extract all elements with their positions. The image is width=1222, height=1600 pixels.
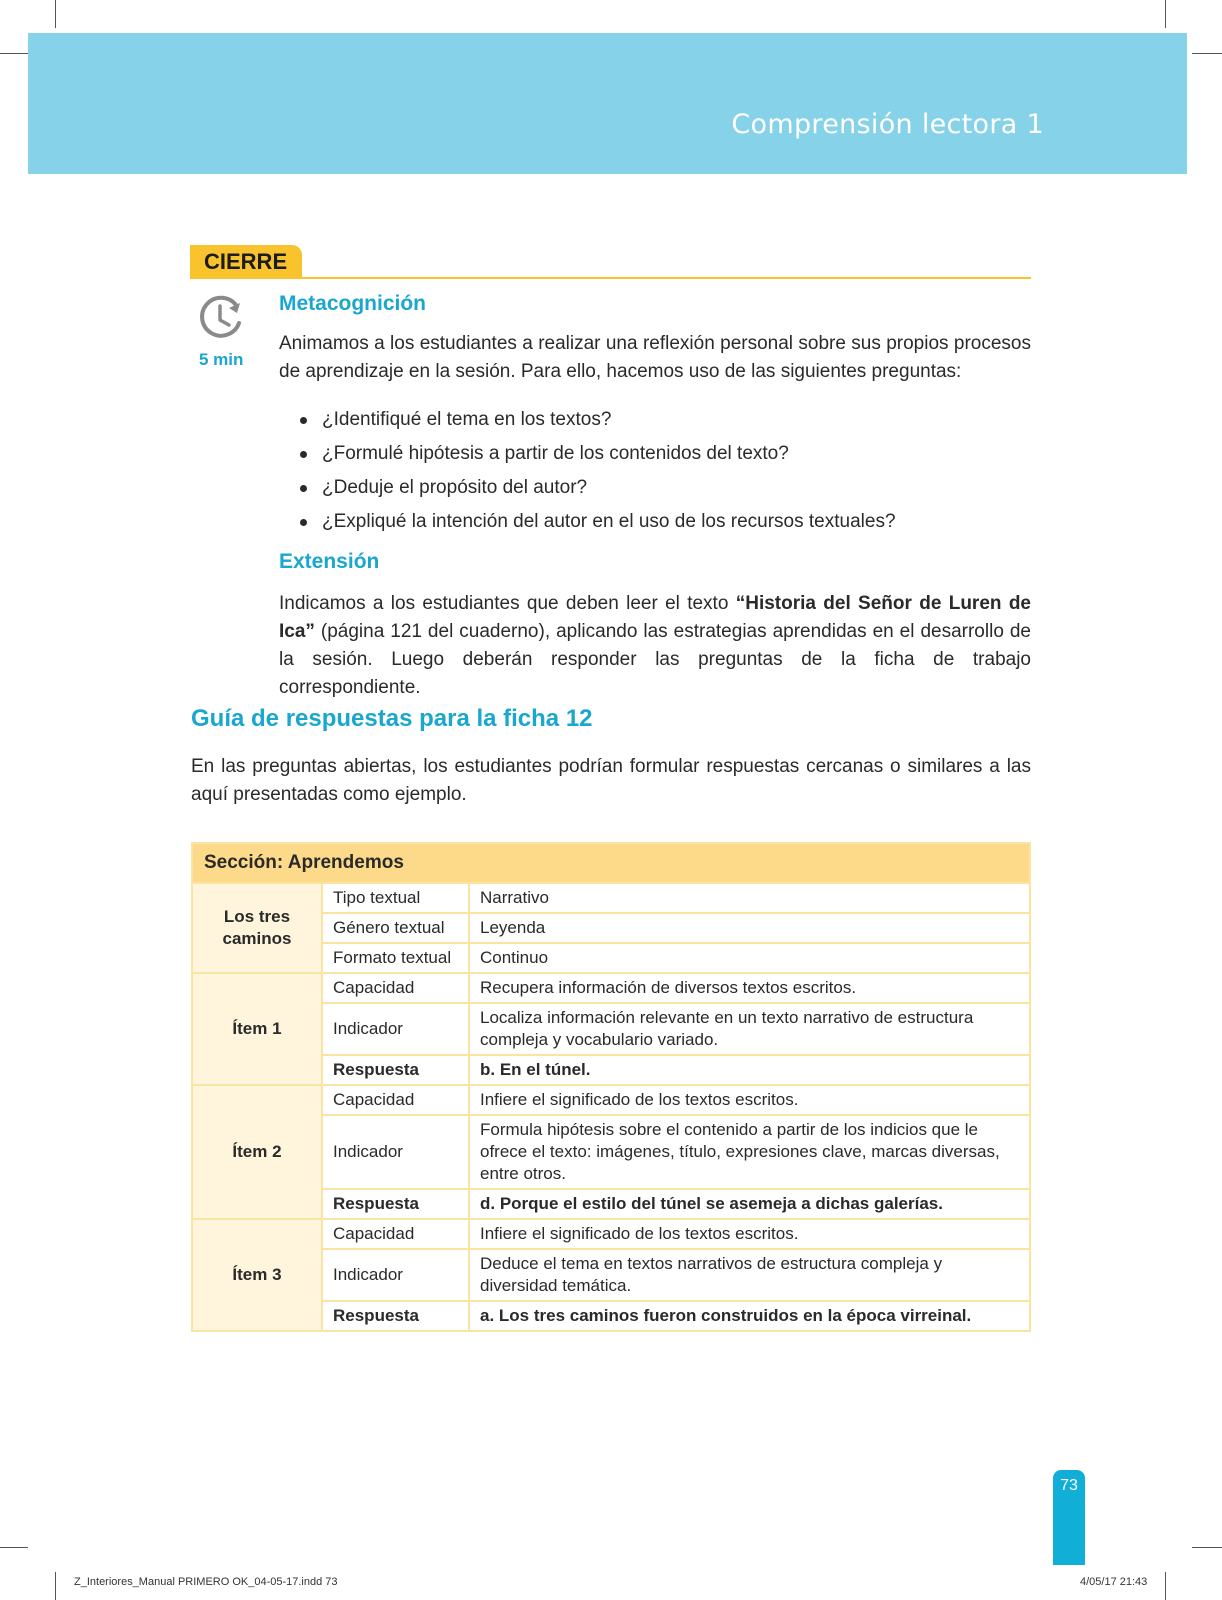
extension-text-title: “Historia del Señor de Luren de Ica” bbox=[279, 593, 1031, 642]
extension-text-end: (página 121 del cuaderno), aplicando las estrategias aprendidas en el desarrollo de la sesión. Luego deberán responder las preguntas de la ficha de trabajo correspondiente. bbox=[279, 621, 1031, 698]
question-item: ¿Formulé hipótesis a partir de los contenidos del texto? bbox=[296, 437, 896, 471]
guia-intro: En las preguntas abiertas, los estudiantes podrían formular respuestas cercanas o similares a las aquí presentadas como ejemplo. bbox=[191, 756, 1031, 805]
guia-title: Guía de respuestas para la ficha 12 bbox=[191, 705, 593, 732]
answer-label: Respuesta bbox=[322, 1189, 469, 1219]
crop-mark bbox=[1192, 53, 1222, 54]
metacognicion-intro: Animamos a los estudiantes a realizar una reflexión personal sobre sus propios procesos de aprendizaje en la sesión. Para ello, hacemos uso de las siguientes preguntas: bbox=[279, 333, 1031, 382]
header-title: Comprensión lectora 1 bbox=[731, 109, 1044, 140]
answer-value: b. En el túnel. bbox=[469, 1055, 1030, 1085]
table-row bbox=[192, 883, 1030, 913]
row-label: Capacidad bbox=[322, 1085, 469, 1115]
cierre-label: CIERRE bbox=[204, 249, 288, 274]
page-number: 73 bbox=[1060, 1477, 1078, 1494]
row-label: Indicador bbox=[322, 1115, 469, 1189]
crop-mark bbox=[0, 53, 28, 54]
crop-mark bbox=[55, 1572, 56, 1600]
row-value: Recupera información de diversos textos escritos. bbox=[469, 973, 1030, 1003]
row-value: Narrativo bbox=[469, 883, 1030, 913]
table-row bbox=[192, 1219, 1030, 1249]
crop-mark bbox=[1165, 1572, 1166, 1600]
group-label: Los tres caminos bbox=[192, 883, 322, 973]
answer-value: a. Los tres caminos fueron construidos en la época virreinal. bbox=[469, 1301, 1030, 1331]
crop-mark bbox=[1165, 0, 1166, 28]
table-row bbox=[192, 1085, 1030, 1115]
row-value: Deduce el tema en textos narrativos de estructura compleja y diversidad temática. bbox=[469, 1249, 1030, 1301]
crop-mark bbox=[0, 1547, 28, 1548]
row-label: Género textual bbox=[322, 913, 469, 943]
group-label: Ítem 3 bbox=[192, 1219, 322, 1331]
row-label: Indicador bbox=[322, 1003, 469, 1055]
row-label: Capacidad bbox=[322, 1219, 469, 1249]
clock-icon bbox=[196, 293, 246, 343]
time-label: 5 min bbox=[199, 350, 244, 369]
row-label: Indicador bbox=[322, 1249, 469, 1301]
row-value: Continuo bbox=[469, 943, 1030, 973]
crop-mark bbox=[1192, 1547, 1222, 1548]
table-row bbox=[192, 973, 1030, 1003]
extension-text bbox=[279, 590, 1031, 702]
print-slug-date: 4/05/17 21:43 bbox=[1080, 1576, 1148, 1588]
row-label: Formato textual bbox=[322, 943, 469, 973]
question-item: ¿Identifiqué el tema en los textos? bbox=[296, 403, 896, 437]
extension-text-start: Indicamos a los estudiantes que deben leer el texto bbox=[279, 593, 736, 614]
row-value: Localiza información relevante en un texto narrativo de estructura compleja y vocabulario variado. bbox=[469, 1003, 1030, 1055]
row-label: Capacidad bbox=[322, 973, 469, 1003]
print-slug-file: Z_Interiores_Manual PRIMERO OK_04-05-17.indd 73 bbox=[74, 1576, 338, 1588]
row-value: Infiere el significado de los textos escritos. bbox=[469, 1085, 1030, 1115]
metacognicion-title: Metacognición bbox=[279, 292, 427, 315]
row-value: Formula hipótesis sobre el contenido a partir de los indicios que le ofrece el texto: imágenes, título, expresiones clave, marcas diversas, entre otros. bbox=[469, 1115, 1030, 1189]
question-item: ¿Expliqué la intención del autor en el uso de los recursos textuales? bbox=[296, 505, 896, 539]
answer-value: d. Porque el estilo del túnel se asemeja a dichas galerías. bbox=[469, 1189, 1030, 1219]
group-label: Ítem 1 bbox=[192, 973, 322, 1085]
question-list bbox=[296, 403, 896, 539]
group-label: Ítem 2 bbox=[192, 1085, 322, 1219]
answer-table bbox=[191, 842, 1031, 1332]
answer-label: Respuesta bbox=[322, 1301, 469, 1331]
row-value: Leyenda bbox=[469, 913, 1030, 943]
row-value: Infiere el significado de los textos escritos. bbox=[469, 1219, 1030, 1249]
section-divider bbox=[302, 277, 1031, 279]
row-label: Tipo textual bbox=[322, 883, 469, 913]
crop-mark bbox=[55, 0, 56, 28]
header-band bbox=[28, 33, 1187, 174]
answer-label: Respuesta bbox=[322, 1055, 469, 1085]
section-header: Sección: Aprendemos bbox=[192, 843, 1030, 883]
extension-title: Extensión bbox=[279, 550, 380, 573]
question-item: ¿Deduje el propósito del autor? bbox=[296, 471, 896, 505]
table-header-row bbox=[192, 843, 1030, 883]
